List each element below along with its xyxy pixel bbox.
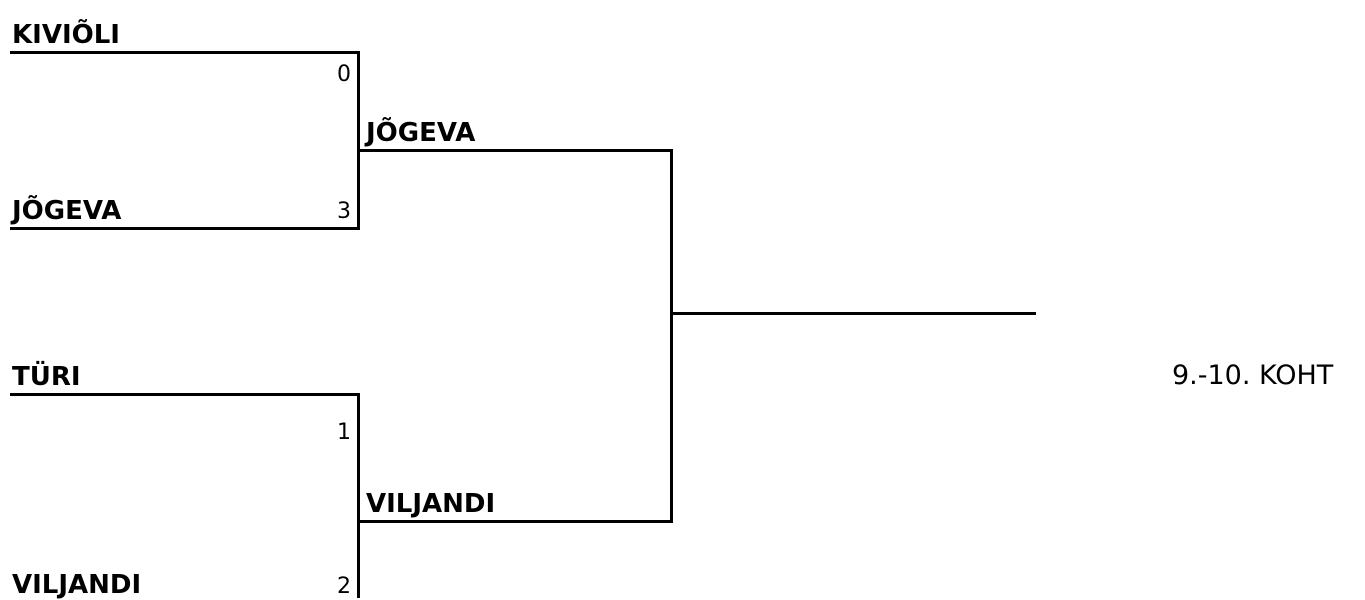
bracket-line xyxy=(360,149,673,152)
bracket-connector xyxy=(357,51,360,230)
team-name: JÕGEVA xyxy=(366,118,476,148)
bracket-line xyxy=(10,393,360,396)
team-name: JÕGEVA xyxy=(12,196,122,226)
final-line xyxy=(673,312,1036,315)
bracket-line xyxy=(10,51,360,54)
team-score: 2 xyxy=(337,574,351,599)
bracket-line xyxy=(10,227,360,230)
team-name: VILJANDI xyxy=(366,489,496,519)
team-score: 3 xyxy=(337,199,351,224)
team-name: KIVIÕLI xyxy=(12,20,120,50)
team-name: VILJANDI xyxy=(12,570,142,600)
team-name: TÜRI xyxy=(12,362,81,392)
bracket-connector xyxy=(357,393,360,598)
team-score: 0 xyxy=(337,62,351,87)
bracket-connector xyxy=(670,149,673,523)
place-label: 9.-10. KOHT xyxy=(1172,360,1334,391)
team-score: 1 xyxy=(337,420,351,445)
bracket-line xyxy=(360,520,673,523)
